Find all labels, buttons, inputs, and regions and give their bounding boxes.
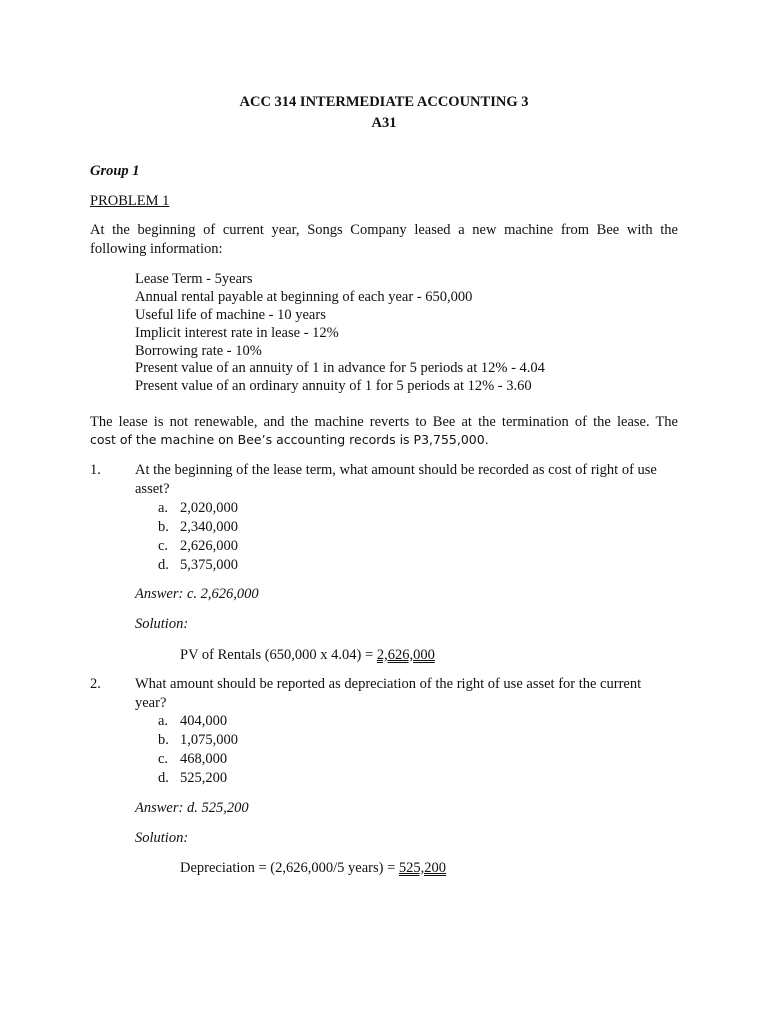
info-item: Implicit interest rate in lease - 12% <box>135 325 339 341</box>
choice-letter: d. <box>158 770 169 786</box>
choice-letter: a. <box>158 500 169 516</box>
intro-line-2: following information: <box>90 241 223 257</box>
choice-letter: b. <box>158 519 169 535</box>
question-text <box>90 675 641 693</box>
page-title: ACC 314 INTERMEDIATE ACCOUNTING 3 <box>239 94 529 110</box>
choice-letter: c. <box>158 751 169 767</box>
choice-item <box>158 712 227 730</box>
choice-letter: a. <box>158 713 169 729</box>
choice-item <box>158 731 238 749</box>
question-text <box>90 461 657 479</box>
choice-text: 2,340,000 <box>180 519 238 535</box>
problem-heading: PROBLEM 1 <box>90 193 170 209</box>
solution-label: Solution: <box>135 830 189 846</box>
question-line-1: At the beginning of the lease term, what amount should be recorded as cost of right of use <box>135 462 657 478</box>
info-item: Present value of an ordinary annuity of 1 for 5 periods at 12% - 3.60 <box>135 378 532 394</box>
note-line-2: cost of the machine on Bee’s accounting records is P3,755,000. <box>90 432 489 447</box>
choice-text: 2,020,000 <box>180 500 238 516</box>
solution-result: 2,626,000 <box>376 647 435 663</box>
choice-item <box>158 750 227 768</box>
choice-text: 1,075,000 <box>180 732 238 748</box>
choice-item <box>158 769 227 787</box>
solution-line <box>180 859 446 877</box>
choice-text: 404,000 <box>180 713 228 729</box>
group-heading: Group 1 <box>90 163 140 179</box>
solution-label: Solution: <box>135 616 189 632</box>
page-subtitle: A31 <box>371 115 397 131</box>
info-item: Useful life of machine - 10 years <box>135 307 326 323</box>
solution-result: 525,200 <box>398 860 447 876</box>
note-line-1: The lease is not renewable, and the machine reverts to Bee at the termination of the lease. The <box>90 414 678 430</box>
info-item: Borrowing rate - 10% <box>135 343 262 359</box>
solution-formula: Depreciation = (2,626,000/5 years) = <box>180 860 399 876</box>
choice-text: 5,375,000 <box>180 557 238 573</box>
question-line-2: asset? <box>135 481 170 497</box>
choice-letter: d. <box>158 557 169 573</box>
question-line-1: What amount should be reported as depreciation of the right of use asset for the current <box>135 676 642 692</box>
choice-item <box>158 518 238 536</box>
choice-text: 2,626,000 <box>180 538 238 554</box>
choice-text: 525,200 <box>180 770 228 786</box>
choice-item <box>158 537 238 555</box>
choice-letter: c. <box>158 538 169 554</box>
answer-text: Answer: d. 525,200 <box>135 800 249 816</box>
choice-item <box>158 499 238 517</box>
info-item: Present value of an annuity of 1 in advance for 5 periods at 12% - 4.04 <box>135 360 545 376</box>
answer-text: Answer: c. 2,626,000 <box>135 586 259 602</box>
question-number: 1. <box>90 462 101 478</box>
choice-text: 468,000 <box>180 751 228 767</box>
solution-line <box>180 646 435 664</box>
choice-item <box>158 556 238 574</box>
solution-formula: PV of Rentals (650,000 x 4.04) = <box>180 647 377 663</box>
question-line-2: year? <box>135 695 167 711</box>
info-item: Lease Term - 5years <box>135 271 253 287</box>
info-item: Annual rental payable at beginning of each year - 650,000 <box>135 289 473 305</box>
intro-line-1: At the beginning of current year, Songs Company leased a new machine from Bee with the <box>90 222 678 238</box>
choice-letter: b. <box>158 732 169 748</box>
question-number: 2. <box>90 676 101 692</box>
